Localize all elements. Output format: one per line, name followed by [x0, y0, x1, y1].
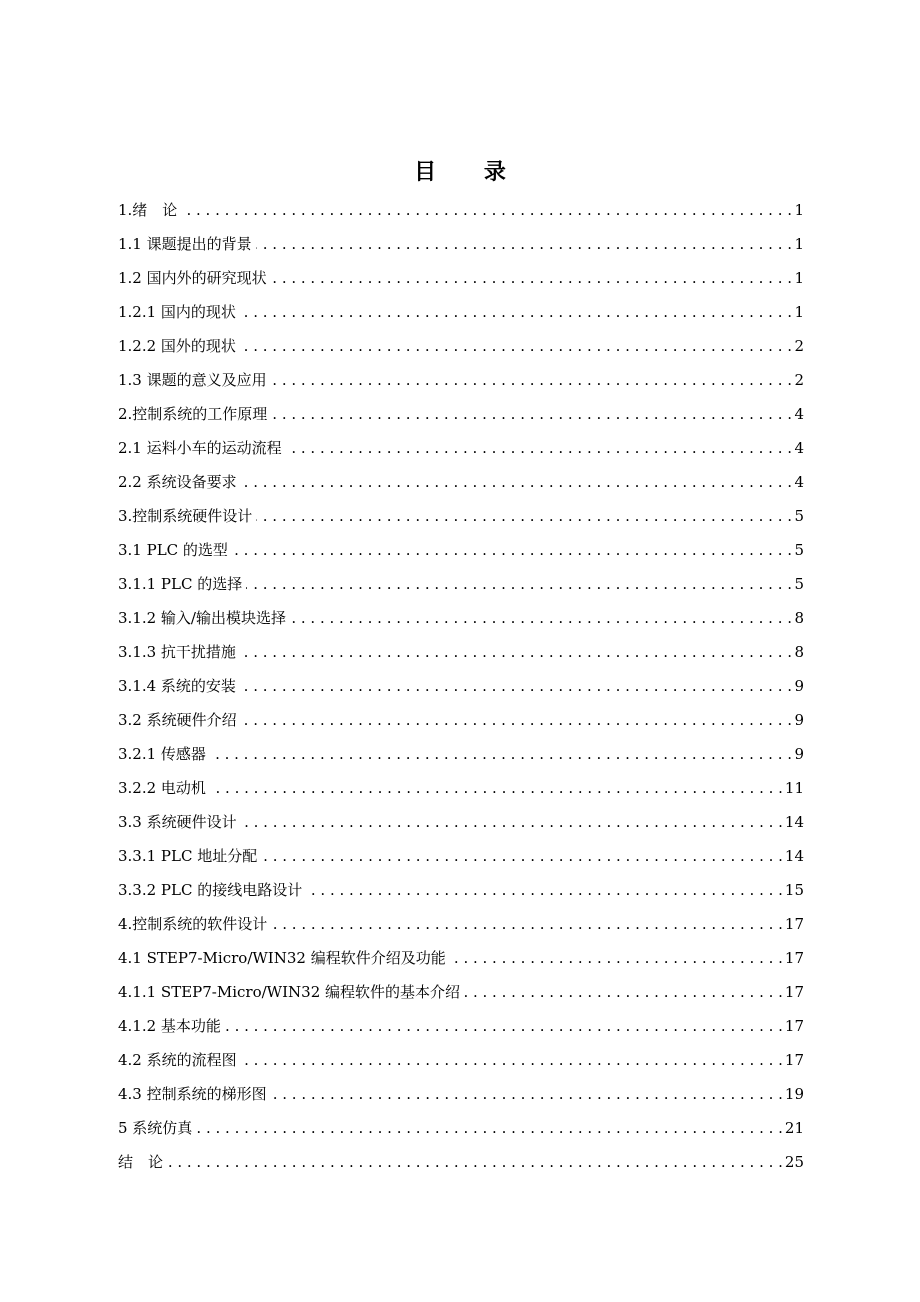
toc-entry-page-number: 14 — [784, 847, 804, 865]
toc-entry-page-number: 8 — [794, 609, 804, 627]
toc-dot-leader — [241, 805, 783, 839]
toc-entry-label: 3.2.2 电动机 — [118, 779, 206, 797]
toc-dot-leader — [464, 975, 783, 1009]
toc-entry-page-number: 17 — [784, 983, 804, 1001]
toc-entry[interactable] — [118, 295, 804, 329]
toc-entry[interactable] — [118, 1009, 804, 1043]
toc-entry-page-number: 17 — [784, 915, 804, 933]
toc-entry[interactable] — [118, 465, 804, 499]
toc-dot-leader — [240, 329, 792, 363]
toc-dot-leader — [271, 907, 783, 941]
toc-entry[interactable] — [118, 1043, 804, 1077]
toc-entry[interactable] — [118, 1145, 804, 1179]
toc-entry-page-number: 8 — [794, 643, 804, 661]
toc-dot-leader — [225, 1009, 783, 1043]
toc-dot-leader — [240, 669, 792, 703]
toc-entry-page-number: 19 — [784, 1085, 804, 1103]
toc-entry[interactable] — [118, 1111, 804, 1145]
toc-entry-page-number: 9 — [794, 745, 804, 763]
toc-entry-label: 5 系统仿真 — [118, 1119, 193, 1137]
toc-entry-page-number: 5 — [794, 575, 804, 593]
toc-dot-leader — [271, 397, 792, 431]
toc-entry[interactable] — [118, 227, 804, 261]
toc-dot-leader — [241, 703, 792, 737]
toc-entry[interactable] — [118, 533, 804, 567]
toc-dot-leader — [286, 431, 792, 465]
toc-entry[interactable] — [118, 329, 804, 363]
toc-entry-page-number: 14 — [784, 813, 804, 831]
toc-entry-label: 3.2.1 传感器 — [118, 745, 206, 763]
toc-dot-leader — [240, 635, 792, 669]
toc-entry-label: 结 论 — [118, 1153, 164, 1171]
toc-title: 目 录 — [414, 159, 526, 185]
toc-entry-label: 2.2 系统设备要求 — [118, 473, 237, 491]
toc-entry-page-number: 1 — [794, 303, 804, 321]
toc-dot-leader — [246, 567, 792, 601]
toc-entry-page-number: 2 — [794, 371, 804, 389]
toc-entry-page-number: 4 — [794, 405, 804, 423]
toc-entry-page-number: 4 — [794, 439, 804, 457]
toc-entry[interactable] — [118, 873, 804, 907]
toc-entry-page-number: 4 — [794, 473, 804, 491]
toc-dot-leader — [290, 601, 792, 635]
toc-dot-leader — [240, 295, 792, 329]
toc-entry-page-number: 21 — [784, 1119, 804, 1137]
toc-dot-leader — [241, 1043, 783, 1077]
toc-entry[interactable] — [118, 635, 804, 669]
toc-entry[interactable] — [118, 907, 804, 941]
toc-entry[interactable] — [118, 261, 804, 295]
toc-dot-leader — [271, 261, 792, 295]
toc-entry-label: 1.绪 论 — [118, 201, 178, 219]
toc-entry-page-number: 5 — [794, 507, 804, 525]
toc-entry-label: 4.1.2 基本功能 — [118, 1017, 221, 1035]
toc-entry[interactable] — [118, 669, 804, 703]
toc-entry[interactable] — [118, 397, 804, 431]
toc-dot-leader — [261, 839, 783, 873]
toc-dot-leader — [271, 1077, 783, 1111]
toc-entry-page-number: 17 — [784, 949, 804, 967]
toc-entry[interactable] — [118, 363, 804, 397]
toc-dot-leader — [241, 465, 792, 499]
toc-entry-label: 4.3 控制系统的梯形图 — [118, 1085, 267, 1103]
toc-entry-label: 3.1.1 PLC 的选择 — [118, 575, 243, 593]
toc-entry-label: 4.1.1 STEP7-Micro/WIN32 编程软件的基本介绍 — [118, 983, 461, 1001]
toc-entry-label: 3.3 系统硬件设计 — [118, 813, 237, 831]
toc-entry-page-number: 25 — [784, 1153, 804, 1171]
toc-entry-label: 1.2 国内外的研究现状 — [118, 269, 267, 287]
toc-entry-page-number: 17 — [784, 1051, 804, 1069]
toc-entry-label: 3.1.3 抗干扰措施 — [118, 643, 236, 661]
toc-entry-page-number: 1 — [794, 269, 804, 287]
toc-entry-page-number: 5 — [794, 541, 804, 559]
toc-entry[interactable] — [118, 839, 804, 873]
toc-dot-leader — [167, 1145, 783, 1179]
toc-entry-page-number: 11 — [784, 779, 804, 797]
toc-entry[interactable] — [118, 703, 804, 737]
toc-entry[interactable] — [118, 499, 804, 533]
toc-list — [118, 193, 804, 1179]
toc-entry-page-number: 1 — [794, 201, 804, 219]
toc-entry-label: 4.2 系统的流程图 — [118, 1051, 237, 1069]
toc-entry-page-number: 2 — [794, 337, 804, 355]
toc-dot-leader — [256, 499, 792, 533]
toc-entry-label: 1.1 课题提出的背景 — [118, 235, 252, 253]
toc-entry[interactable] — [118, 941, 804, 975]
toc-entry[interactable] — [118, 1077, 804, 1111]
toc-dot-leader — [196, 1111, 783, 1145]
toc-dot-leader — [271, 363, 792, 397]
toc-entry[interactable] — [118, 975, 804, 1009]
toc-entry-label: 1.3 课题的意义及应用 — [118, 371, 267, 389]
toc-dot-leader — [181, 193, 792, 227]
toc-entry-label: 1.2.1 国内的现状 — [118, 303, 236, 321]
toc-entry-label: 3.3.2 PLC 的接线电路设计 — [118, 881, 303, 899]
toc-dot-leader — [256, 227, 792, 261]
toc-entry-label: 2.控制系统的工作原理 — [118, 405, 268, 423]
toc-entry-page-number: 15 — [784, 881, 804, 899]
toc-dot-leader — [450, 941, 783, 975]
toc-dot-leader — [210, 771, 783, 805]
toc-dot-leader — [306, 873, 783, 907]
toc-entry-label: 2.1 运料小车的运动流程 — [118, 439, 282, 457]
toc-dot-leader — [232, 533, 792, 567]
toc-dot-leader — [210, 737, 792, 771]
toc-entry[interactable] — [118, 431, 804, 465]
toc-entry-label: 1.2.2 国外的现状 — [118, 337, 236, 355]
toc-entry-page-number: 1 — [794, 235, 804, 253]
toc-entry[interactable] — [118, 567, 804, 601]
toc-entry[interactable] — [118, 771, 804, 805]
toc-entry-label: 3.1.2 输入/输出模块选择 — [118, 609, 286, 627]
toc-entry-label: 3.1.4 系统的安装 — [118, 677, 236, 695]
toc-entry-label: 3.3.1 PLC 地址分配 — [118, 847, 258, 865]
toc-entry-label: 4.1 STEP7-Micro/WIN32 编程软件介绍及功能 — [118, 949, 446, 967]
toc-entry[interactable] — [118, 737, 804, 771]
toc-entry-label: 3.1 PLC 的选型 — [118, 541, 228, 559]
toc-entry-page-number: 17 — [784, 1017, 804, 1035]
toc-entry-page-number: 9 — [794, 711, 804, 729]
toc-entry-label: 4.控制系统的软件设计 — [118, 915, 268, 933]
toc-entry[interactable] — [118, 193, 804, 227]
toc-entry[interactable] — [118, 805, 804, 839]
toc-entry-page-number: 9 — [794, 677, 804, 695]
toc-entry[interactable] — [118, 601, 804, 635]
toc-entry-label: 3.2 系统硬件介绍 — [118, 711, 237, 729]
toc-entry-label: 3.控制系统硬件设计 — [118, 507, 253, 525]
